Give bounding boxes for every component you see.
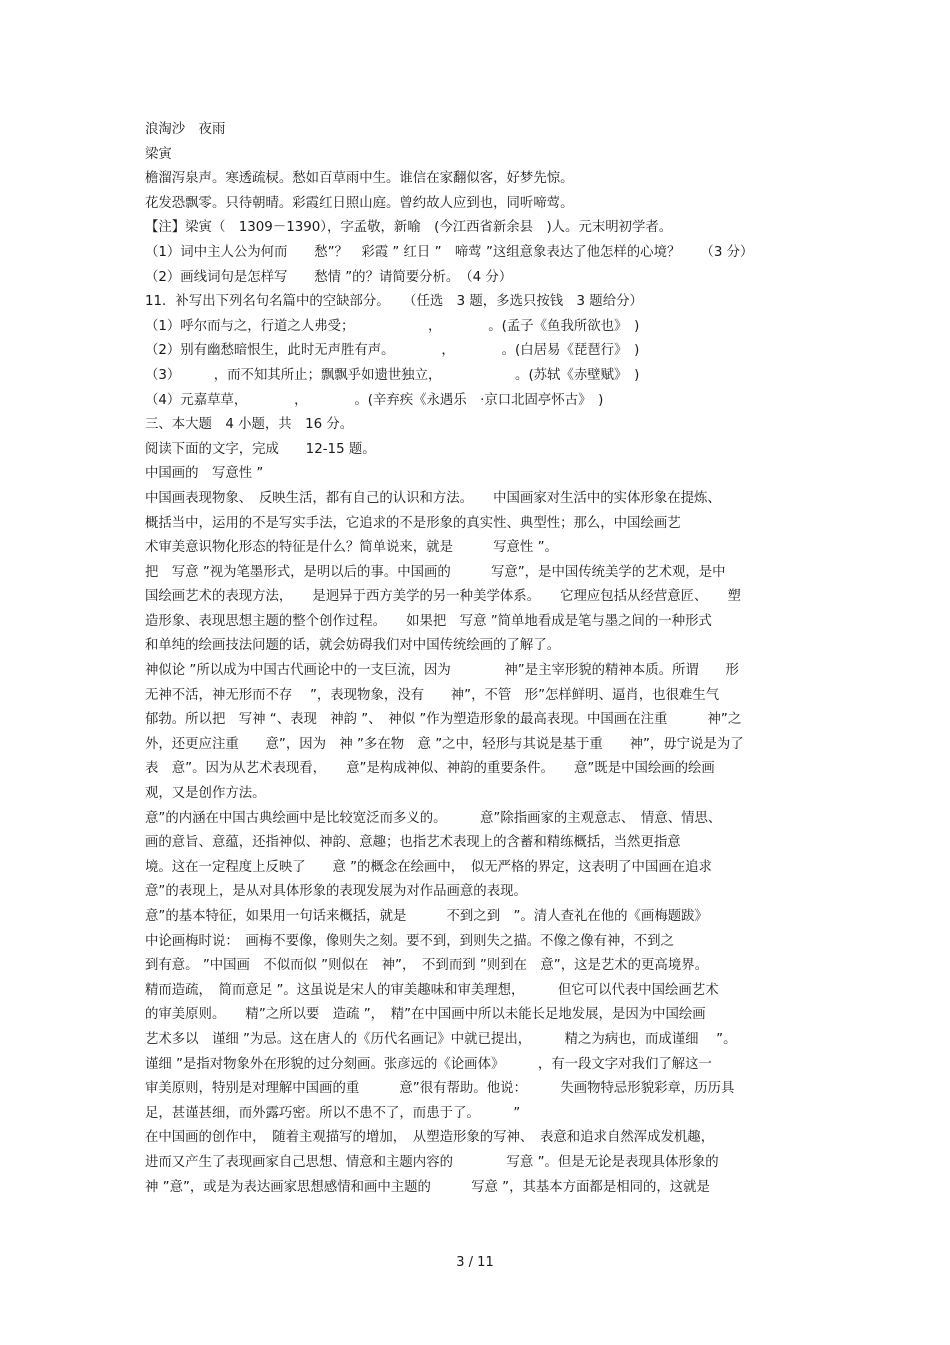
poem-note: 【注】梁寅（ 1309－1390），字孟敬，新喻 (今江西省新余县 )人。元末明初学者。 (145, 220, 673, 236)
article-line: 意”的内涵在中国古典绘画中是比较宽泛而多义的。 意”除指画家的主观意志、 情意、情思、 (145, 810, 722, 826)
article-line: 境。这在一定程度上反映了 意 ”的概念在绘画中， 似无严格的界定，这表明了中国画在追求 (145, 859, 712, 875)
article-line: 意”的表现上，是从对具体形象的表现发展为对作品画意的表现。 (145, 884, 527, 900)
text-body (145, 118, 810, 1200)
fill-blank-item: （1）呼尔而与之，行道之人弗受； ， 。(孟子《鱼我所欲也》 ) (145, 318, 640, 334)
article-line: 谨细 ”是指对物象外在形貌的过分刻画。张彦远的《论画体》 ，有一段文字对我们了解这一 (145, 1056, 712, 1072)
article-title: 中国画的 写意性 ” (145, 466, 264, 482)
article-line: 郁勃。所以把 写神 “、表现 神韵 ”、 神似 ”作为塑造形象的最高表现。中国画在注重 神”之 (145, 712, 742, 728)
poem-line: 花发恐飘零。只待朝晴。彩霞红日照山庭。曾约故人应到也，同听啼莺。 (145, 195, 574, 211)
article-line: 审美原则，特别是对理解中国画的重 意”很有帮助。他说： 失画物特忌形貌彩章，历历具 (145, 1081, 735, 1097)
question-line: （1）词中主人公为何而 愁”？ 彩霞 ” 红日 ” 啼莺 ”这组意象表达了他怎样的心境？ （3 分） (145, 244, 754, 260)
article-line: 画的意旨、意蕴，还指神似、神韵、意趣；也指艺术表现上的含蓄和精练概括，当然更指意 (145, 835, 681, 851)
page-number: 3 / 11 (456, 1255, 494, 1270)
article-line: 艺术多以 谨细 ”为忌。这在唐人的《历代名画记》中就已提出， 精之为病也，而成谨细 ”。 (145, 1031, 737, 1047)
fill-blank-item: （4）元嘉草草， ， 。(辛弃疾《永遇乐 ·京口北固亭怀古》 ) (145, 392, 604, 408)
article-line: 在中国画的创作中， 随着主观描写的增加， 从塑造形象的写神、 表意和追求自然浑成发机趣， (145, 1130, 715, 1146)
fill-blank-item: （2）别有幽愁暗恨生，此时无声胜有声。 ， 。(白居易《琵琶行》 ) (145, 343, 640, 359)
article-line: 概括当中，运用的不是写实手法，它追求的不是形象的真实性、典型性；那么，中国绘画艺 (145, 515, 681, 531)
article-line: 外，还更应注重 意”，因为 神 ”多在物 意 ”之中，轻形与其说是基于重 神”，毋宁说是为了 (145, 736, 744, 752)
article-line: 精而造疏， 简而意足 ”。这虽说是宋人的审美趣味和审美理想， 但它可以代表中国绘画艺术 (145, 982, 719, 998)
article-line: 表 意”。因为从艺术表现看， 意”是构成神似、神韵的重要条件。 意”既是中国绘画的绘画 (145, 761, 715, 777)
article-line: 无神不活，神无形而不存 ”，表现物象，没有 神”，不管 形”怎样鲜明、逼肖，也很难生气 (145, 687, 720, 703)
fill-blank-item: （3） ，而不知其所止；飘飘乎如遗世独立， 。(苏轼《赤壁赋》 ) (145, 367, 640, 383)
article-line: 观，又是创作方法。 (145, 786, 266, 802)
article-line: 术审美意识物化形态的特征是什么？简单说来，就是 写意性 ”。 (145, 540, 558, 556)
reading-instruction: 阅读下面的文字，完成 12-15 题。 (145, 441, 376, 457)
article-line: 到有意。 ”中国画 不似而似 ”则似在 神”， 不到而到 ”则到在 意”，这是艺术的更高境界。 (145, 958, 708, 974)
article-line: 神 ”意”，或是为表达画家思想感情和画中主题的 写意 ”，其基本方面都是相同的，这就是 (145, 1179, 710, 1195)
poem-title: 浪淘沙 夜雨 (145, 122, 226, 137)
question-line: （2）画线词句是怎样写 愁情 ”的？请简要分析。 （4 分） (145, 269, 513, 285)
article-line: 和单纯的绘画技法问题的话，就会妨碍我们对中国传统绘画的了解了。 (145, 638, 561, 654)
section-heading: 三、本大题 4 小题，共 16 分。 (145, 417, 354, 433)
article-line: 造形象、表现思想主题的整个创作过程。 如果把 写意 ”简单地看成是笔与墨之间的一种形式 (145, 613, 712, 629)
article-line: 把 写意 ”视为笔墨形式，是明以后的事。中国画的 写意”，是中国传统美学的艺术观，是中 (145, 564, 726, 580)
article-line: 神似论 ”所以成为中国古代画论中的一支巨流，因为 神”是主宰形貌的精神本质。所谓 形 (145, 663, 739, 679)
article-line: 进而又产生了表现画家自己思想、情意和主题内容的 写意 ”。但是无论是表现具体形象的 (145, 1154, 719, 1170)
article-line: 意”的基本特征，如果用一句话来概括，就是 不到之到 ”。清人查礼在他的《画梅题跋》 (145, 909, 708, 924)
article-line: 足，甚谨甚细，而外露巧密。所以不患不了，而患于了。 ” (145, 1105, 521, 1121)
poem-author: 梁寅 (145, 146, 172, 162)
question-heading: 11．补写出下列名句名篇中的空缺部分。 （任选 3 题，多选只按钱 3 题给分） (145, 294, 643, 310)
poem-line: 檐溜泻泉声。寒透疏棂。愁如百草雨中生。谁信在家翻似客，好梦先惊。 (145, 171, 574, 187)
article-line: 中国画表现物象、 反映生活，都有自己的认识和方法。 中国画家对生活中的实体形象在提炼、 (145, 490, 721, 506)
article-line: 国绘画艺术的表现方法， 是迥异于西方美学的另一种美学体系。 它理应包括从经营意匠、 塑 (145, 589, 741, 605)
article-line: 中论画梅时说： 画梅不要像，像则失之刻。要不到，到则失之描。不像之像有神，不到之 (145, 933, 674, 949)
article-line: 的审美原则。 精”之所以要 造疏 ”， 精”在中国画中所以未能长足地发展，是因为中国绘画 (145, 1007, 706, 1023)
